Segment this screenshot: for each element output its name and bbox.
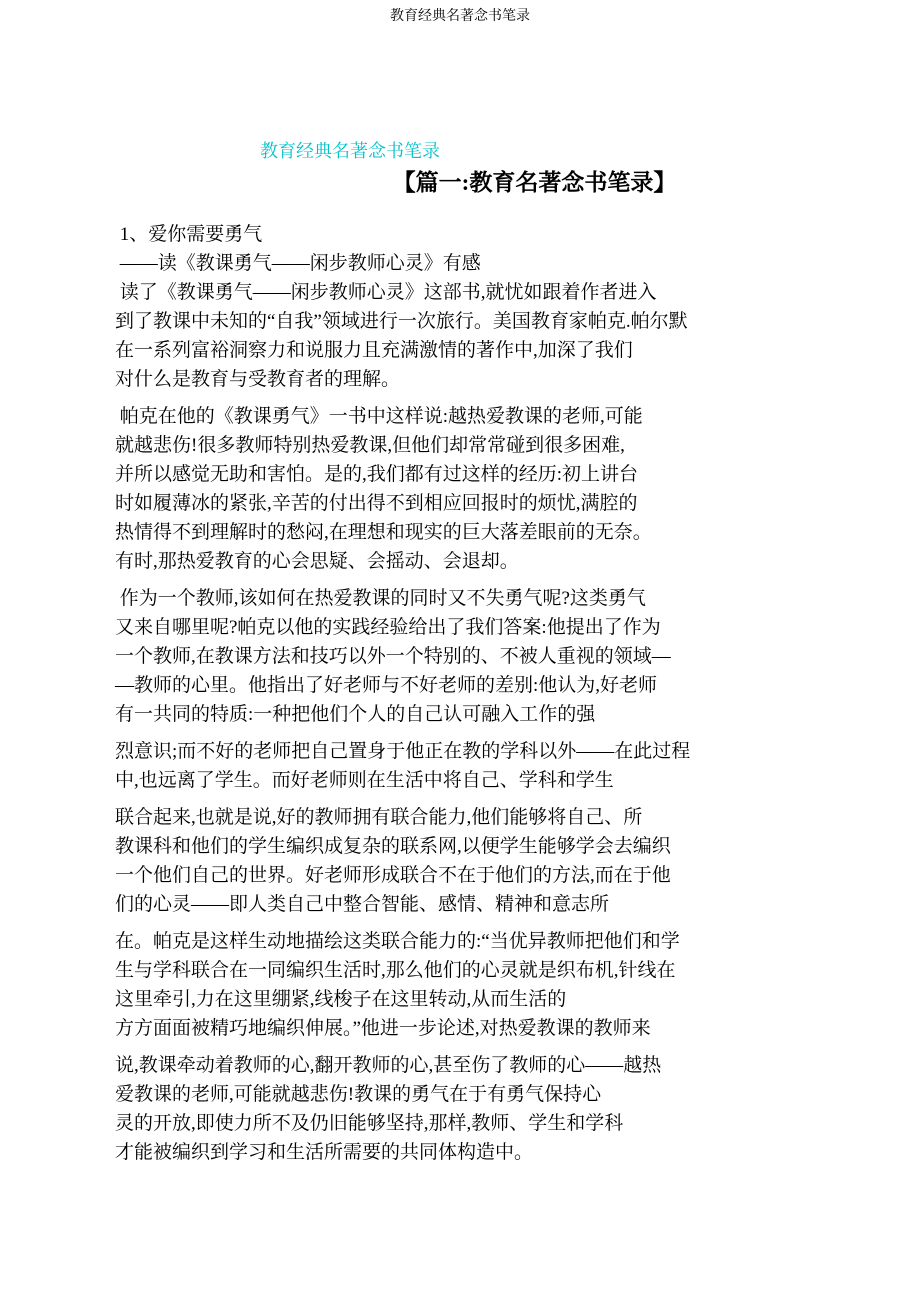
text-line: 并所以感觉无助和害怕。是的,我们都有过这样的经历:初上讲台 (115, 464, 639, 485)
text-line: 作为一个教师,该如何在热爱教课的同时又不失勇气呢?这类勇气 (115, 588, 646, 609)
paragraph (115, 927, 808, 1043)
page-header-title: 教育经典名著念书笔录 (390, 9, 530, 24)
text-line: —教师的心里。他指出了好老师与不好老师的差别:他认为,好老师 (115, 675, 658, 696)
text-line: 对什么是教育与受教育者的理解。 (115, 369, 401, 390)
text-line: 教课科和他们的学生编织成复杂的联系网,以便学生能够学会去编织 (115, 836, 671, 857)
text-line: 烈意识;而不好的老师把自己置身于他正在教的学科以外——在此过程 (115, 741, 691, 762)
text-line: 有时,那热爱教育的心会思疑、会摇动、会退却。 (115, 551, 519, 572)
text-line: 联合起来,也就是说,好的教师拥有联合能力,他们能够将自己、所 (115, 807, 643, 828)
paragraph (115, 584, 808, 729)
text-line: 说,教课牵动着教师的心,翻开教师的心,甚至伤了教师的心——越热 (115, 1055, 662, 1076)
text-line: 时如履薄冰的紧张,辛苦的付出得不到相应回报时的烦忧,满腔的 (115, 493, 638, 514)
text-line: 在一系列富裕洞察力和说服力且充满激情的著作中,加深了我们 (115, 340, 633, 361)
text-line: 热情得不到理解时的愁闷,在理想和现实的巨大落差眼前的无奈。 (115, 522, 652, 543)
paragraph (115, 737, 808, 795)
text-line: ——读《教课勇气——闲步教师心灵》有感 (115, 253, 481, 274)
paragraph (115, 1051, 808, 1167)
paragraph (115, 803, 808, 919)
text-line: 帕克在他的《教课勇气》一书中这样说:越热爱教课的老师,可能 (115, 406, 643, 427)
text-line: 有一共同的特质:一种把他们个人的自己认可融入工作的强 (115, 704, 596, 725)
text-line: 又来自哪里呢?帕克以他的实践经验给出了我们答案:他提出了作为 (115, 617, 661, 638)
text-line: 才能被编织到学习和生活所需要的共同体构造中。 (115, 1142, 534, 1163)
document-link-title[interactable]: 教育经典名著念书笔录 (260, 141, 440, 161)
text-line: 中,也远离了学生。而好老师则在生活中将自己、学科和学生 (115, 770, 614, 791)
paragraph (115, 220, 808, 394)
section-title: 【篇一:教育名著念书笔录】 (392, 170, 677, 195)
text-line: 灵的开放,即使力所不及仍旧能够坚持,那样,教师、学生和学科 (115, 1113, 624, 1134)
text-line: 一个教师,在教课方法和技巧以外一个特别的、不被人重视的领域— (115, 646, 671, 667)
text-line: 在。帕克是这样生动地描绘这类联合能力的:“当优异教师把他们和学 (115, 931, 680, 952)
text-line: 方方面面被精巧地编织伸展。”他进一步论述,对热爱教课的教师来 (115, 1018, 651, 1039)
text-line: 就越悲伤!很多教师特别热爱教课,但他们却常常碰到很多困难, (115, 435, 625, 456)
text-line: 读了《教课勇气——闲步教师心灵》这部书,就忧如跟着作者进入 (115, 282, 657, 303)
paragraph (115, 402, 808, 576)
text-line: 爱教课的老师,可能就越悲伤!教课的勇气在于有勇气保持心 (115, 1084, 602, 1105)
text-line: 到了教课中未知的“自我”领域进行一次旅行。美国教育家帕克.帕尔默 (115, 311, 688, 332)
text-line: 1、爱你需要勇气 (115, 224, 263, 245)
text-line: 一个他们自己的世界。好老师形成联合不在于他们的方法,而在于他 (115, 865, 671, 886)
document-body (115, 220, 808, 1167)
text-line: 这里牵引,力在这里绷紧,线梭子在这里转动,从而生活的 (115, 989, 567, 1010)
section-title-row (115, 168, 808, 198)
text-line: 们的心灵——即人类自己中整合智能、感情、精神和意志所 (115, 894, 610, 915)
document-content (115, 140, 808, 1175)
text-line: 生与学科联合在一同编织生活时,那么他们的心灵就是织布机,针线在 (115, 960, 676, 981)
